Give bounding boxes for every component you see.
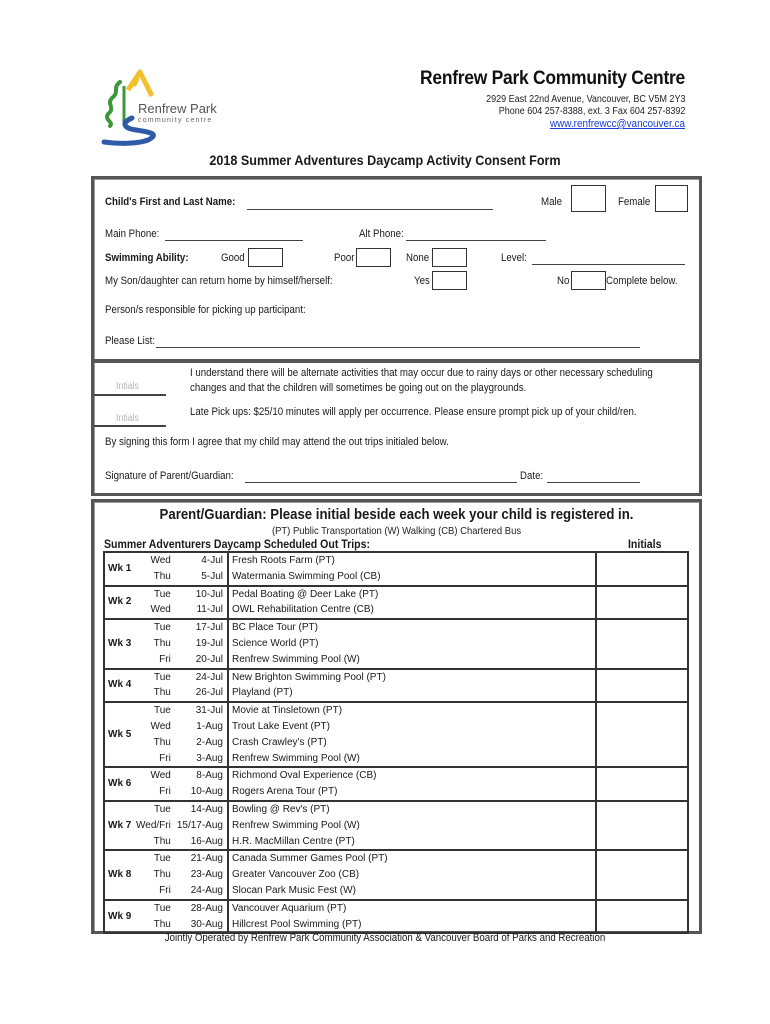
trip-activity: Slocan Park Music Fest (W) (228, 883, 596, 900)
pickup-label: Person/s responsible for picking up participant: (105, 304, 306, 316)
return-no-checkbox[interactable] (571, 271, 606, 290)
trip-activity: New Brighton Swimming Pool (PT) (228, 669, 596, 686)
table-row (104, 702, 688, 719)
trip-date: 26-Jul (195, 687, 223, 699)
notice-alternate-line1: I understand there will be alternate activities that may occur due to rainy days or other necessary scheduling (190, 367, 653, 379)
initials-field-late-pickup[interactable] (94, 425, 166, 427)
trip-day: Thu (153, 835, 171, 847)
trip-activity: Vancouver Aquarium (PT) (228, 900, 596, 917)
trip-date: 14-Aug (177, 801, 228, 818)
swim-none-checkbox[interactable] (432, 248, 467, 267)
trip-activity: Bowling @ Rev's (PT) (228, 801, 596, 818)
trip-activity: H.R. MacMillan Centre (PT) (228, 834, 596, 851)
male-label: Male (541, 196, 562, 208)
trip-date: 3-Aug (196, 752, 223, 764)
female-checkbox[interactable] (655, 185, 688, 212)
table-row (104, 801, 688, 818)
trip-date: 19-Jul (195, 637, 223, 649)
alt-phone-field[interactable] (406, 240, 546, 241)
org-address: 2929 East 22nd Avenue, Vancouver, BC V5M 2Y3 (485, 94, 685, 105)
level-label: Level: (501, 252, 527, 264)
trip-activity: Playland (PT) (228, 685, 596, 702)
child-name-field[interactable] (247, 209, 493, 210)
table-row (104, 552, 688, 569)
trip-activity: Movie at Tinsletown (PT) (228, 702, 596, 719)
week-initials-cell[interactable] (596, 900, 688, 934)
trip-date: 4-Jul (201, 555, 223, 566)
trip-date: 11-Jul (196, 604, 223, 616)
trip-activity: OWL Rehabilitation Centre (CB) (228, 602, 596, 619)
table-row (104, 669, 688, 686)
footer-text: Jointly Operated by Renfrew Park Community Association & Vancouver Board of Parks and Recreation (164, 932, 606, 944)
trip-date: 24-Aug (190, 884, 223, 896)
trip-activity: Crash Crawley's (PT) (228, 735, 596, 751)
swim-good-checkbox[interactable] (248, 248, 283, 267)
initials-field-alternate[interactable] (94, 394, 166, 396)
week-initials-cell[interactable] (596, 702, 688, 767)
trips-box (91, 499, 702, 934)
swim-none-label: None (406, 252, 430, 264)
trip-date: 31-Jul (177, 702, 228, 719)
trip-activity: Richmond Oval Experience (CB) (228, 767, 596, 784)
week-label: Wk 1 (108, 562, 132, 574)
trip-activity: Canada Summer Games Pool (PT) (228, 850, 596, 867)
initials-placeholder-2: Intials (116, 413, 139, 424)
trip-activity: Pedal Boating @ Deer Lake (PT) (228, 586, 596, 603)
trip-date: 5-Jul (201, 570, 223, 582)
trip-activity: Watermania Swimming Pool (CB) (228, 569, 596, 586)
week-label: Wk 9 (104, 900, 136, 934)
trip-day: Wed/Fri (136, 819, 171, 831)
org-phone-fax: Phone 604 257-8388, ext. 3 Fax 604 257-8392 (498, 106, 685, 117)
trip-activity: Fresh Roots Farm (PT) (228, 552, 596, 569)
week-label: Wk 6 (104, 767, 136, 801)
trip-activity: Greater Vancouver Zoo (CB) (228, 867, 596, 883)
trip-day: Tue (136, 850, 177, 867)
renfrew-park-logo (98, 68, 233, 148)
trip-activity: Renfrew Swimming Pool (W) (228, 818, 596, 834)
week-label: Wk 3 (104, 619, 136, 668)
swim-poor-checkbox[interactable] (356, 248, 391, 267)
trip-date: 16-Aug (190, 835, 223, 847)
section-divider (94, 359, 699, 363)
week-initials-cell[interactable] (596, 801, 688, 850)
initials-column-header: Initials (628, 537, 662, 551)
signature-field[interactable] (245, 482, 517, 483)
trip-day: Thu (153, 869, 171, 881)
swimming-ability-label: Swimming Ability: (105, 252, 189, 264)
signature-label: Signature of Parent/Guardian: (105, 470, 234, 482)
trip-day: Tue (136, 619, 177, 636)
consent-form-box (91, 176, 702, 496)
trips-heading: Parent/Guardian: Please initial beside each week your child is registered in. (159, 506, 634, 523)
trip-date: 20-Jul (195, 653, 223, 665)
trip-date: 28-Aug (177, 900, 228, 917)
trip-day: Thu (153, 570, 171, 582)
week-initials-cell[interactable] (596, 669, 688, 703)
please-list-label: Please List: (105, 335, 156, 347)
trip-day: Wed (136, 767, 177, 784)
trip-day: Tue (136, 669, 177, 686)
agree-text: By signing this form I agree that my child may attend the out trips initialed below. (105, 436, 449, 448)
form-title: 2018 Summer Adventures Daycamp Activity Consent Form (209, 152, 561, 168)
trip-day: Tue (136, 900, 177, 917)
trip-date: 21-Aug (177, 850, 228, 867)
week-initials-cell[interactable] (596, 850, 688, 899)
week-label: Wk 2 (104, 586, 136, 620)
trip-date: 15/17-Aug (176, 819, 223, 831)
trip-date: 17-Jul (177, 619, 228, 636)
trip-day: Tue (136, 801, 177, 818)
trip-date: 30-Aug (190, 918, 223, 930)
notice-alternate-line2: changes and that the children will sometimes be going out on the playgrounds. (190, 382, 527, 394)
trip-date: 2-Aug (196, 736, 223, 748)
trip-date: 10-Jul (177, 586, 228, 603)
trip-date: 24-Jul (177, 669, 228, 686)
transport-legend: (PT) Public Transportation (W) Walking (CB) Chartered Bus (271, 525, 522, 537)
trip-day: Thu (153, 637, 171, 649)
trip-day: Fri (159, 752, 171, 764)
level-field[interactable] (532, 264, 685, 265)
trip-day: Wed (150, 555, 171, 566)
week-initials-cell[interactable] (596, 552, 688, 586)
org-name: Renfrew Park Community Centre (420, 68, 685, 89)
trip-date: 23-Aug (190, 869, 223, 881)
week-initials-cell[interactable] (596, 767, 688, 801)
table-row (104, 586, 688, 603)
trip-day: Fri (159, 786, 171, 798)
child-name-label: Child's First and Last Name: (105, 196, 236, 208)
return-yes-label: Yes (414, 275, 430, 287)
notice-late-pickup: Late Pick ups: $25/10 minutes will apply per occurrence. Please ensure prompt pick up of your child/ren. (190, 406, 637, 418)
week-label: Wk 4 (104, 669, 136, 703)
trip-day: Thu (153, 736, 171, 748)
logo-name: Renfrew Park (138, 101, 217, 116)
trips-table-title: Summer Adventurers Daycamp Scheduled Out Trips: (104, 537, 371, 551)
trip-activity: Trout Lake Event (PT) (228, 719, 596, 735)
week-initials-cell[interactable] (596, 586, 688, 620)
date-label: Date: (520, 470, 544, 482)
swim-poor-label: Poor (334, 252, 355, 264)
trip-day: Thu (153, 918, 171, 930)
trip-date: 1-Aug (196, 720, 223, 732)
trip-activity: Rogers Arena Tour (PT) (228, 784, 596, 801)
table-row (104, 900, 688, 917)
trip-activity: Science World (PT) (228, 636, 596, 652)
week-label: Wk 5 (104, 702, 136, 767)
trip-day: Wed (150, 720, 171, 732)
trip-date: 10-Aug (190, 786, 223, 798)
table-row (104, 619, 688, 636)
female-label: Female (618, 196, 651, 208)
week-label: Wk 7 (104, 801, 136, 850)
week-initials-cell[interactable] (596, 619, 688, 668)
initials-placeholder-1: Intials (116, 381, 139, 392)
male-checkbox[interactable] (571, 185, 606, 212)
alt-phone-label: Alt Phone: (359, 228, 404, 240)
swim-good-label: Good (221, 252, 245, 264)
logo-subtitle: community centre (138, 117, 213, 124)
complete-below-label: Complete below. (606, 275, 678, 287)
org-website-link[interactable]: www.renfrewcc@vancouver.ca (550, 118, 685, 130)
return-yes-checkbox[interactable] (432, 271, 467, 290)
return-home-label: My Son/daughter can return home by himself/herself: (105, 275, 333, 287)
trip-activity: Renfrew Swimming Pool (W) (228, 652, 596, 669)
pickup-list-field[interactable] (156, 347, 640, 348)
trip-day: Tue (136, 586, 177, 603)
main-phone-label: Main Phone: (105, 228, 160, 240)
trip-day: Fri (159, 884, 171, 896)
week-label: Wk 8 (104, 850, 136, 899)
date-field[interactable] (547, 482, 640, 483)
trip-day: Fri (159, 653, 171, 665)
trip-activity: Renfrew Swimming Pool (W) (228, 751, 596, 768)
table-row (104, 850, 688, 867)
trip-date: 8-Aug (177, 767, 228, 784)
trip-activity: BC Place Tour (PT) (228, 619, 596, 636)
trip-day: Thu (153, 687, 171, 699)
return-no-label: No (557, 275, 570, 287)
trip-day: Tue (136, 702, 177, 719)
table-row (104, 767, 688, 784)
trip-day: Wed (150, 604, 171, 616)
trip-activity: Hillcrest Pool Swimming (PT) (228, 917, 596, 934)
main-phone-field[interactable] (165, 240, 303, 241)
trips-table (103, 551, 689, 934)
